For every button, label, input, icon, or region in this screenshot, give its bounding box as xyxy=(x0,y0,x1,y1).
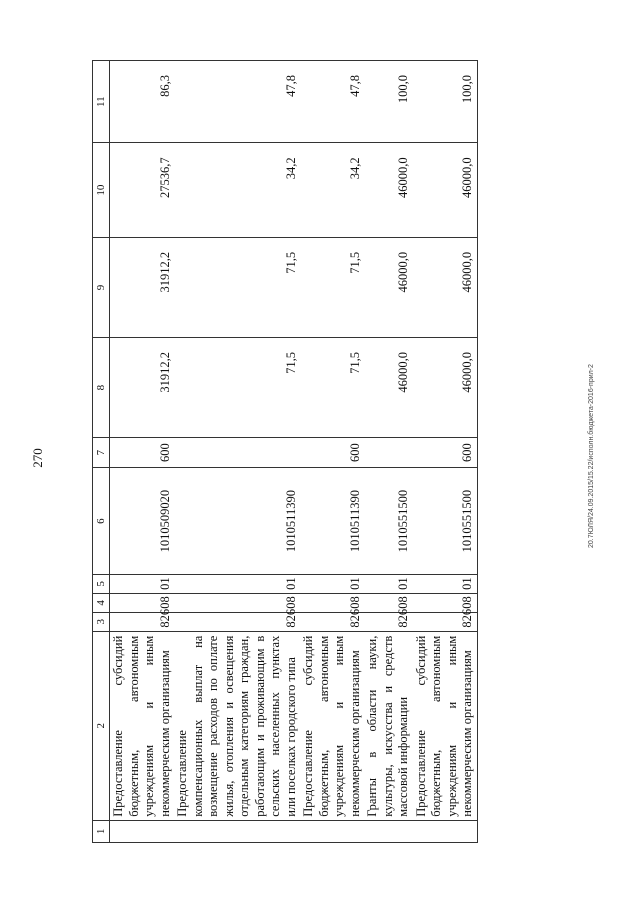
table-cell: 46000,0 xyxy=(413,237,478,337)
page-number: 270 xyxy=(30,448,45,468)
row-description: Предоставление субсидий бюджетным, автономным учреждениям и иным некоммерческим организациям xyxy=(413,631,478,820)
table-cell: 27536,7 xyxy=(110,143,175,238)
column-header: 3 xyxy=(93,612,110,631)
table-cell: 826 xyxy=(364,612,413,631)
table-row xyxy=(110,61,175,843)
row-description: Гранты в области науки, культуры, искусства и средств массовой информации xyxy=(364,631,413,820)
table-cell: 01 xyxy=(364,574,413,593)
table-cell: 100,0 xyxy=(413,61,478,143)
table-cell: 08 xyxy=(110,593,175,612)
table-cell: 1010511390 xyxy=(174,468,300,575)
table-cell: 31912,2 xyxy=(110,338,175,438)
table-cell: 34,2 xyxy=(174,143,300,238)
table-cell: 826 xyxy=(110,612,175,631)
table-cell: 46000,0 xyxy=(364,338,413,438)
table-cell xyxy=(110,820,175,842)
table-cell: 47,8 xyxy=(300,61,364,143)
table-cell: 86,3 xyxy=(110,61,175,143)
column-header: 8 xyxy=(93,338,110,438)
table-cell xyxy=(174,820,300,842)
table-cell: 600 xyxy=(110,438,175,468)
column-header: 10 xyxy=(93,143,110,238)
table-cell: 1010511390 xyxy=(300,468,364,575)
table-cell: 08 xyxy=(300,593,364,612)
table-cell: 46000,0 xyxy=(413,143,478,238)
row-description: Предоставление субсидий бюджетным, автономным учреждениям и иным некоммерческим организациям xyxy=(300,631,364,820)
table-cell: 46000,0 xyxy=(413,338,478,438)
table-cell: 71,5 xyxy=(300,237,364,337)
table-row xyxy=(364,61,413,843)
row-description: Предоставление субсидий бюджетным, автономным учреждениям и иным некоммерческим организациям xyxy=(110,631,175,820)
column-header: 9 xyxy=(93,237,110,337)
table-cell: 08 xyxy=(174,593,300,612)
table-cell: 47,8 xyxy=(174,61,300,143)
column-header: 1 xyxy=(93,820,110,842)
table-cell: 826 xyxy=(300,612,364,631)
table-cell: 08 xyxy=(364,593,413,612)
table-cell: 01 xyxy=(110,574,175,593)
table-cell: 71,5 xyxy=(300,338,364,438)
table-row xyxy=(300,61,364,843)
table-header-row xyxy=(93,61,110,843)
column-header: 7 xyxy=(93,438,110,468)
budget-table xyxy=(92,60,478,843)
table-cell: 100,0 xyxy=(364,61,413,143)
row-description: Предоставление компенсационных выплат на возмещение расходов по оплате жилья, отопления и освещения отдельным категориям граждан, работающим и проживающим в сельских населенных пунктах или поселках городского типа xyxy=(174,631,300,820)
table-cell: 71,5 xyxy=(174,338,300,438)
table-cell: 46000,0 xyxy=(364,237,413,337)
table-cell: 1010551500 xyxy=(364,468,413,575)
table-row xyxy=(174,61,300,843)
table-cell: 71,5 xyxy=(174,237,300,337)
table-cell xyxy=(300,820,364,842)
table-cell xyxy=(364,438,413,468)
table-cell: 46000,0 xyxy=(364,143,413,238)
table-cell: 01 xyxy=(413,574,478,593)
table-cell: 01 xyxy=(174,574,300,593)
column-header: 11 xyxy=(93,61,110,143)
column-header: 2 xyxy=(93,631,110,820)
table-cell xyxy=(174,438,300,468)
table-cell: 600 xyxy=(413,438,478,468)
table-row xyxy=(413,61,478,843)
table-cell: 826 xyxy=(174,612,300,631)
table-cell: 31912,2 xyxy=(110,237,175,337)
table-cell: 01 xyxy=(300,574,364,593)
table-cell xyxy=(364,820,413,842)
table-cell: 600 xyxy=(300,438,364,468)
column-header: 5 xyxy=(93,574,110,593)
table-cell: 1010551500 xyxy=(413,468,478,575)
table-cell: 826 xyxy=(413,612,478,631)
table-cell: 1010509020 xyxy=(110,468,175,575)
table-cell: 34,2 xyxy=(300,143,364,238)
document-footer-id: 20.7ЮЛЯ/24.09.2015/15.22/исполн.бюджета-2016-прил-2 xyxy=(588,364,595,548)
table-cell xyxy=(413,820,478,842)
column-header: 4 xyxy=(93,593,110,612)
budget-table-container xyxy=(92,60,516,843)
column-header: 6 xyxy=(93,468,110,575)
table-cell: 08 xyxy=(413,593,478,612)
